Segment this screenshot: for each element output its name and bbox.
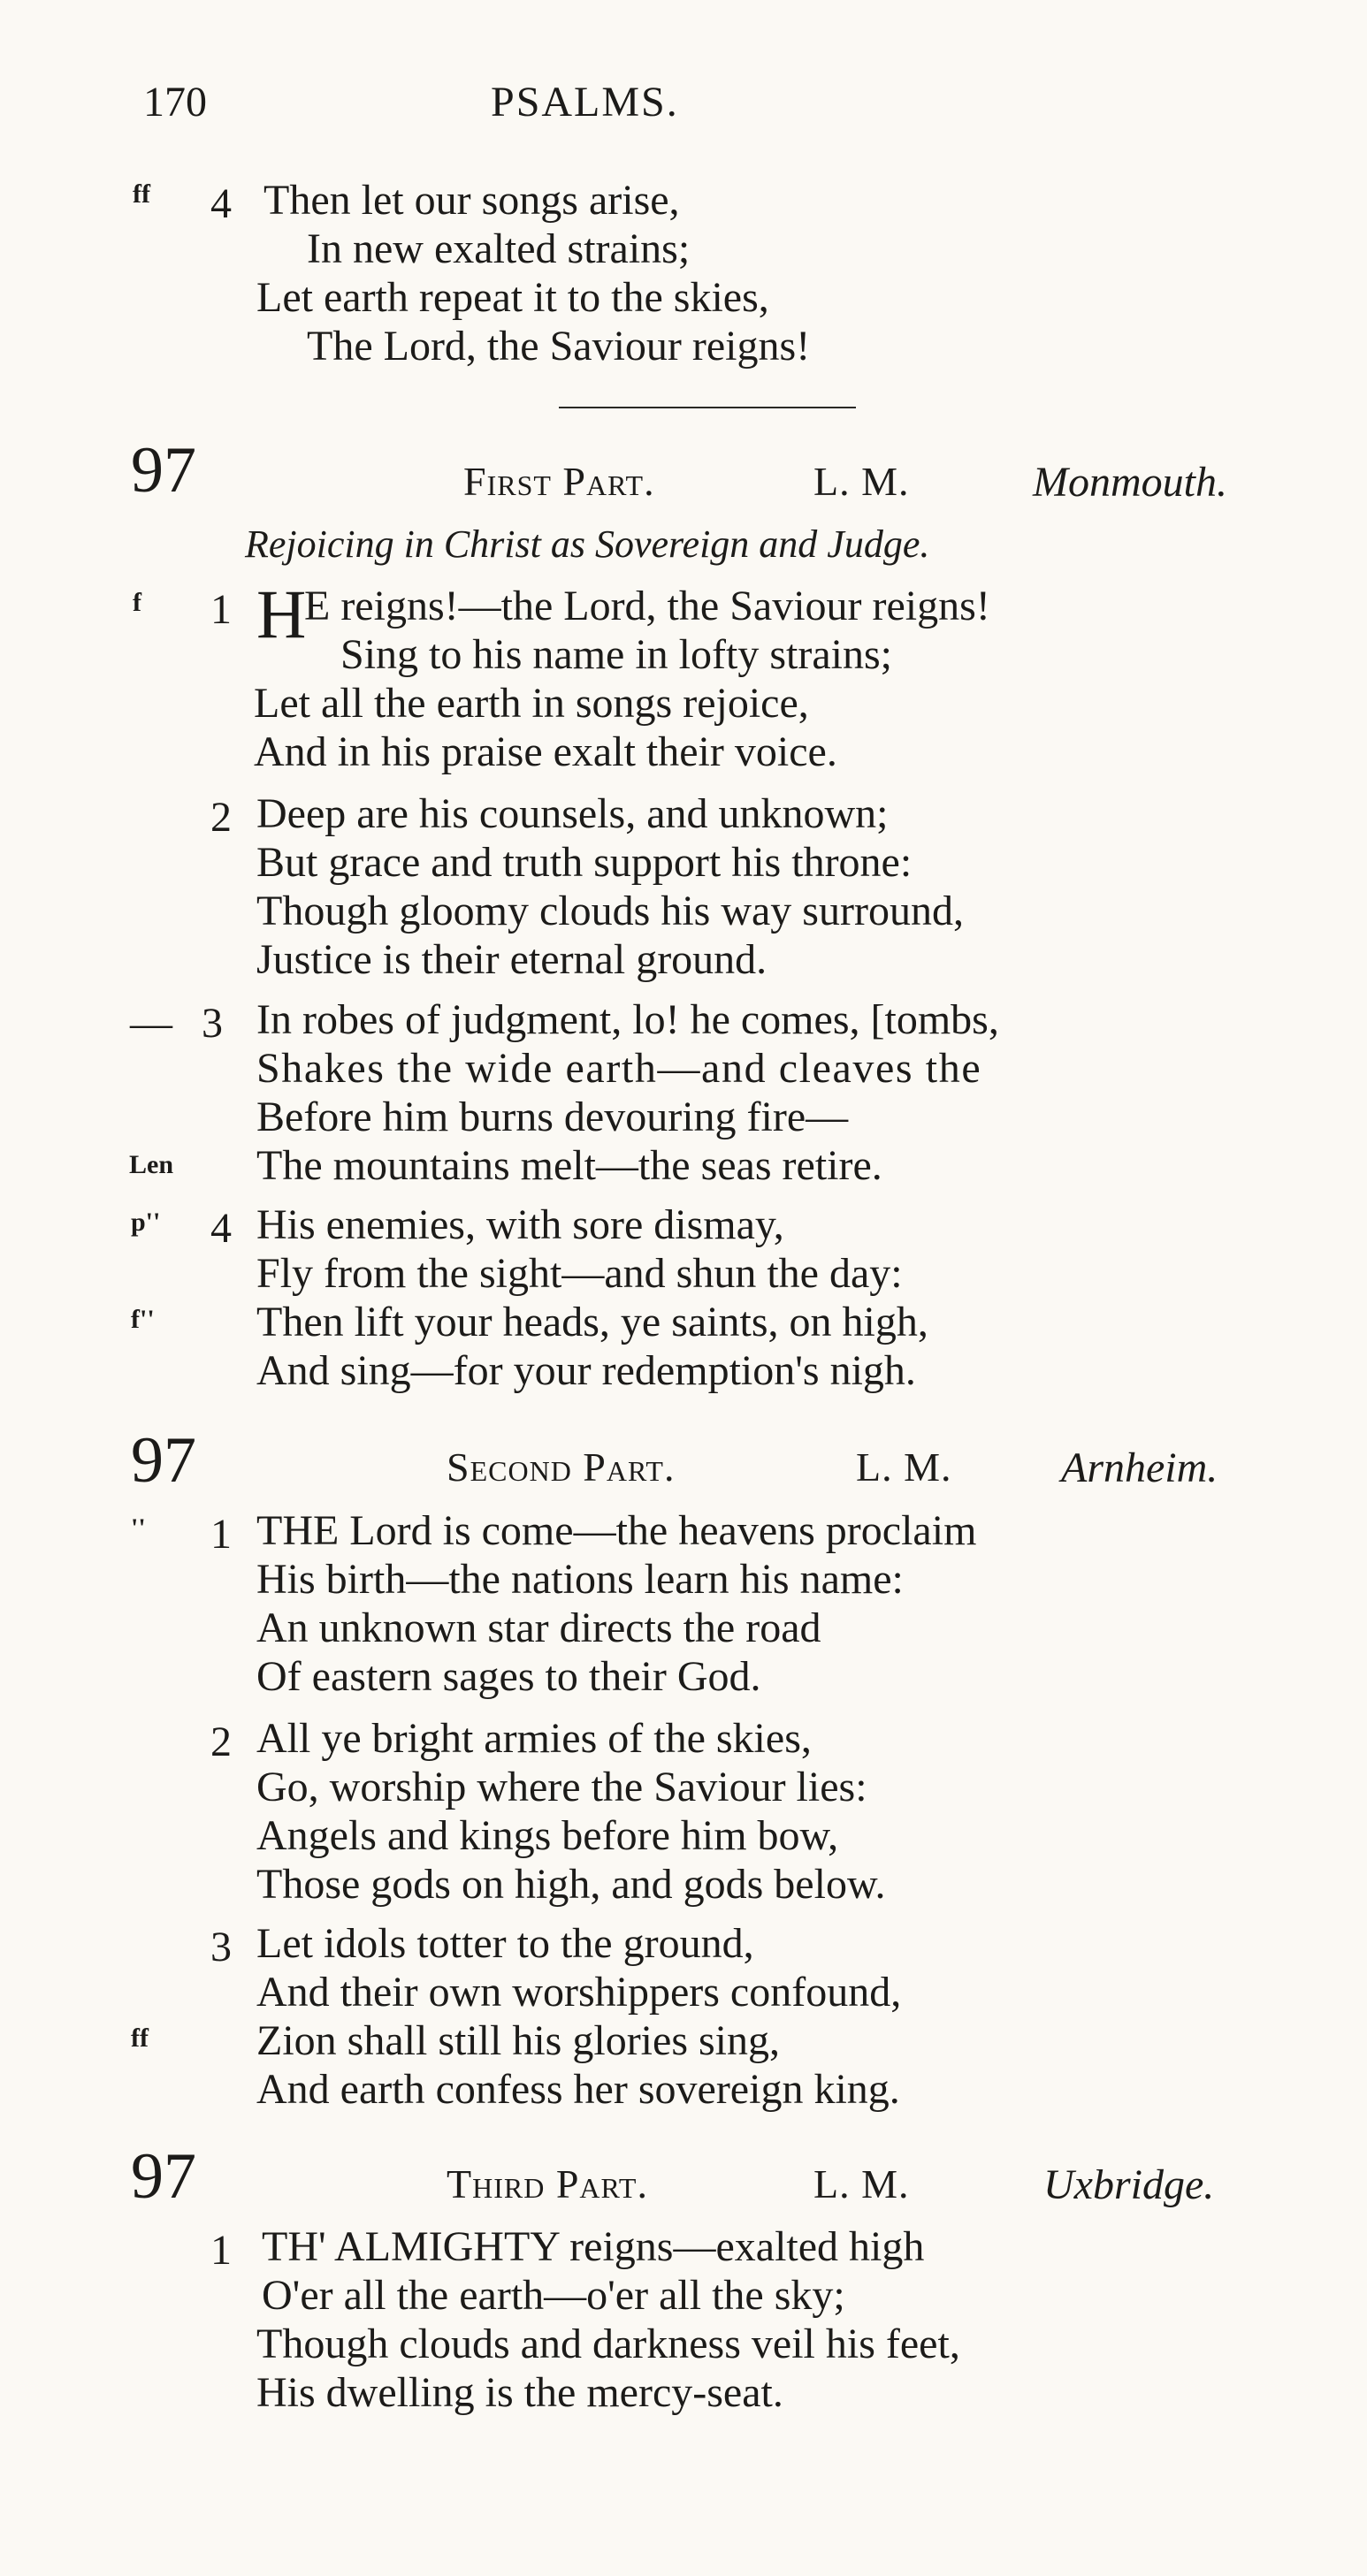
verse-line: Though clouds and darkness veil his feet, xyxy=(256,2321,960,2367)
dynamic-mark: f xyxy=(133,588,141,617)
verse-number: 2 xyxy=(210,794,232,841)
verse-line: Angels and kings before him bow, xyxy=(256,1812,839,1859)
verse-line: And in his praise exalt their voice. xyxy=(254,728,837,775)
psalm-number: 97 xyxy=(131,1424,196,1497)
verse-number: 1 xyxy=(210,1511,232,1558)
verse-line: Sing to his name in lofty strains; xyxy=(340,631,892,678)
running-title: PSALMS. xyxy=(491,79,679,126)
verse-line: Those gods on high, and gods below. xyxy=(256,1861,886,1908)
verse-number: 4 xyxy=(210,1205,232,1252)
part-heading: Second Part. xyxy=(447,1444,676,1490)
dynamic-mark: ff xyxy=(133,179,150,209)
verse-line: Let idols totter to the ground, xyxy=(256,1920,754,1967)
verse-line: Deep are his counsels, and unknown; xyxy=(256,790,889,837)
meter: L. M. xyxy=(856,1444,952,1490)
verse-line: Then lift your heads, ye saints, on high, xyxy=(256,1299,928,1345)
dynamic-mark: p'' xyxy=(131,1208,161,1237)
verse-line: E reigns!—the Lord, the Saviour reigns! xyxy=(304,583,990,629)
verse-number: 3 xyxy=(210,1924,232,1970)
verse-line: Justice is their eternal ground. xyxy=(256,936,768,983)
section-divider xyxy=(559,407,856,408)
verse-line: TH' ALMIGHTY reigns—exalted high xyxy=(262,2223,925,2270)
verse-number: 2 xyxy=(210,1719,232,1765)
verse-line: But grace and truth support his throne: xyxy=(256,839,913,886)
verse-line: Of eastern sages to their God. xyxy=(256,1653,761,1700)
verse-line: Let all the earth in songs rejoice, xyxy=(254,680,809,727)
verse-line: And earth confess her sovereign king. xyxy=(256,2066,900,2113)
verse-line: His enemies, with sore dismay, xyxy=(256,1201,784,1248)
verse-line: THE Lord is come—the heavens proclaim xyxy=(256,1507,977,1554)
verse-line: Shakes the wide earth—and cleaves the xyxy=(256,1045,982,1092)
verse-line: His dwelling is the mercy-seat. xyxy=(256,2369,783,2416)
psalm-number: 97 xyxy=(131,434,196,507)
meter: L. M. xyxy=(813,2161,910,2206)
tune-name: Arnheim. xyxy=(1061,1444,1218,1491)
verse-line: The Lord, the Saviour reigns! xyxy=(307,323,811,370)
page-number: 170 xyxy=(143,79,207,126)
part-heading: First Part. xyxy=(463,459,655,504)
verse-line: And their own worshippers confound, xyxy=(256,1969,902,2016)
meter: L. M. xyxy=(813,459,910,504)
part-heading: Third Part. xyxy=(447,2161,648,2206)
tune-name: Uxbridge. xyxy=(1043,2161,1215,2208)
verse-line: And sing—for your redemption's nigh. xyxy=(256,1347,916,1394)
verse-line: The mountains melt—the seas retire. xyxy=(256,1142,882,1189)
verse-line: Before him burns devouring fire— xyxy=(256,1094,849,1140)
dynamic-mark: f'' xyxy=(131,1305,155,1334)
verse-line: Then let our songs arise, xyxy=(263,177,680,224)
tune-name: Monmouth. xyxy=(1033,459,1227,506)
verse-line: An unknown star directs the road xyxy=(256,1604,821,1651)
verse-line: All ye bright armies of the skies, xyxy=(256,1715,812,1762)
psalm-number: 97 xyxy=(131,2140,196,2213)
verse-number: 4 xyxy=(210,180,232,227)
verse-line: Let earth repeat it to the skies, xyxy=(256,274,769,321)
verse-line: His birth—the nations learn his name: xyxy=(256,1556,904,1603)
dynamic-mark: ff xyxy=(131,2023,149,2053)
verse-line: Zion shall still his glories sing, xyxy=(256,2017,781,2064)
verse-line: In robes of judgment, lo! he comes, [tombs, xyxy=(256,996,999,1043)
verse-number: 3 xyxy=(202,1000,223,1047)
verse-number: 1 xyxy=(210,2227,232,2274)
dynamic-mark: — xyxy=(130,1000,172,1047)
dynamic-mark: Len xyxy=(129,1150,174,1179)
verse-line: Go, worship where the Saviour lies: xyxy=(256,1764,867,1810)
psalm-subtitle: Rejoicing in Christ as Sovereign and Judge. xyxy=(245,522,930,566)
dynamic-mark: '' xyxy=(131,1513,146,1543)
verse-line: In new exalted strains; xyxy=(307,225,691,272)
verse-line: Though gloomy clouds his way surround, xyxy=(256,888,964,934)
verse-number: 1 xyxy=(210,586,232,633)
verse-line: Fly from the sight—and shun the day: xyxy=(256,1250,903,1297)
verse-line: O'er all the earth—o'er all the sky; xyxy=(262,2272,845,2319)
drop-cap: H xyxy=(256,575,307,652)
